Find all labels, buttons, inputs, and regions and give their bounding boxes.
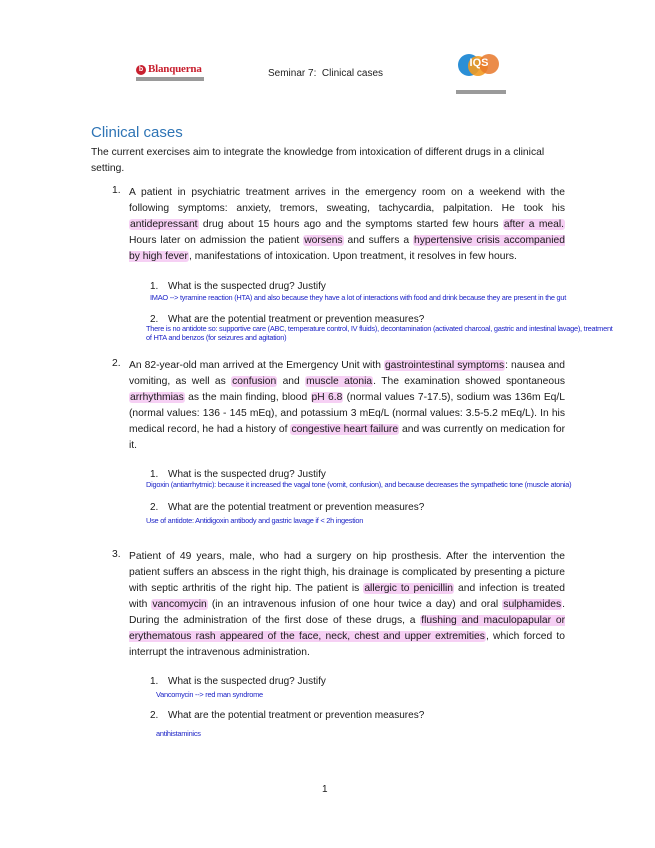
iqs-logo — [452, 54, 510, 96]
case-3-text — [129, 549, 565, 661]
blanquerna-logo — [136, 63, 204, 83]
case-text-segment: and was currently on medication for it. — [129, 424, 565, 451]
iqs-logo-text: IQS — [469, 57, 489, 69]
case-1-q2-number: 2. — [150, 314, 159, 325]
case-text-segment: and suffers a — [343, 235, 413, 246]
case-2-question-1: What is the suspected drug? Justify — [168, 469, 326, 480]
case-1-answer-1: IMAO --> tyramine reaction (HTA) and also because they have a lot of interactions with food and drink because they are present in the gut — [150, 293, 567, 302]
case-1-question-2: What are the potential treatment or prevention measures? — [168, 314, 425, 325]
case-2-question-2: What are the potential treatment or prevention measures? — [168, 502, 425, 513]
case-text-segment: , manifestations of intoxication. Upon treatment, it resolves in few hours. — [188, 251, 517, 262]
case-2-q1-number: 1. — [150, 469, 159, 480]
case-2-answer-2: Use of antidote: Antidigoxin antibody and gastric lavage if < 2h ingestion — [146, 516, 364, 525]
highlighted-text: arrhythmias — [130, 392, 184, 403]
case-1-question-1: What is the suspected drug? Justify — [168, 281, 326, 292]
case-number: 2. — [112, 358, 121, 369]
case-1-text — [129, 185, 565, 265]
highlighted-text: hypertensive crisis accompanied by high fever — [129, 235, 565, 262]
case-number: 1. — [112, 185, 121, 196]
case-number: 3. — [112, 549, 121, 560]
blanquerna-logo-text: Blanquerna — [148, 63, 202, 75]
case-3-q1-number: 1. — [150, 676, 159, 687]
intro-paragraph: The current exercises aim to integrate the knowledge from intoxication of different drugs in a clinical setting. — [91, 147, 545, 174]
highlighted-text: gastrointestinal symptoms — [384, 360, 505, 371]
case-3-q2-number: 2. — [150, 710, 159, 721]
case-text-segment: . The examination showed spontaneous — [373, 376, 565, 387]
case-2-q2-number: 2. — [150, 502, 159, 513]
case-text-segment: . During the administration of the first dose of these drugs, a — [129, 599, 565, 626]
section-title: Clinical cases — [91, 124, 183, 141]
case-text-segment: drug about 15 hours ago and the symptoms started few hours — [198, 219, 503, 230]
case-text-segment: A patient in psychiatric treatment arrives in the emergency room on a weekend with the following symptoms: anxiety, tremors, sweating, tachycardia, palpitation. He took his — [129, 187, 565, 214]
highlighted-text: after a meal. — [503, 219, 565, 230]
case-text-segment: (in an intravenous infusion of one hour twice a day) and oral — [207, 599, 503, 610]
header-title: Seminar 7: Clinical cases — [268, 68, 384, 79]
case-text-segment: An 82-year-old man arrived at the Emergency Unit with — [129, 360, 384, 371]
highlighted-text: flushing and maculopapular or erythematous rash appeared of the face, neck, chest and upper extremities — [129, 615, 565, 642]
highlighted-text: congestive heart failure — [291, 424, 399, 435]
case-text-segment: and — [277, 376, 306, 387]
case-text-segment: (normal values 7-17.5), sodium was 136m Eq/L (normal values: 136 - 145 mEq), and potassium 3 mEq/L (normal values: 3.5-5.2 mEq/L). In his medical record, he had a history of — [129, 392, 565, 435]
case-text-segment: , which forced to interrupt the intravenous administration. — [129, 631, 566, 658]
highlighted-text: confusion — [232, 376, 277, 387]
case-text-segment: Patient of 49 years, male, who had a surgery on hip prosthesis. After the intervention the patient suffers an abscess in the right thigh, his drainage is complicated by presenting a picture with septic arthritis of the right hip. The patient is — [129, 551, 565, 594]
case-3-question-2: What are the potential treatment or prevention measures? — [168, 710, 425, 721]
case-text-segment: and infection is treated with — [129, 583, 565, 610]
blanquerna-logo-mark: b — [136, 65, 146, 75]
page-number: 1 — [322, 784, 328, 795]
highlighted-text: allergic to penicillin — [364, 583, 453, 594]
case-2-text — [129, 358, 565, 454]
highlighted-text: worsens — [304, 235, 343, 246]
highlighted-text: antidepressant — [130, 219, 198, 230]
highlighted-text: pH 6.8 — [311, 392, 343, 403]
highlighted-text: vancomycin — [152, 599, 207, 610]
highlighted-text: sulphamides — [503, 599, 562, 610]
case-1-answer-2: There is no antidote so: supportive care (ABC, temperature control, IV fluids), decontamination (activated charcoal, gastric and intestinal lavage), treatment of HTA and benzos (for seizures and agitation) — [146, 324, 613, 342]
case-text-segment: as the main finding, blood — [184, 392, 311, 403]
case-text-segment: Hours later on admission the patient — [129, 235, 304, 246]
case-text-segment: : nausea and vomiting, as well as — [129, 360, 565, 387]
case-3-answer-2: antihistaminics — [156, 729, 201, 738]
case-2-answer-1: Digoxin (antiarrhytmic): because it increased the vagal tone (vomit, confusion), and because decreases the sympathetic tone (muscle atonia) — [146, 480, 572, 489]
case-1-q1-number: 1. — [150, 281, 159, 292]
case-3-answer-1: Vancomycin --> red man syndrome — [156, 690, 263, 699]
case-3-question-1: What is the suspected drug? Justify — [168, 676, 326, 687]
highlighted-text: muscle atonia — [306, 376, 373, 387]
